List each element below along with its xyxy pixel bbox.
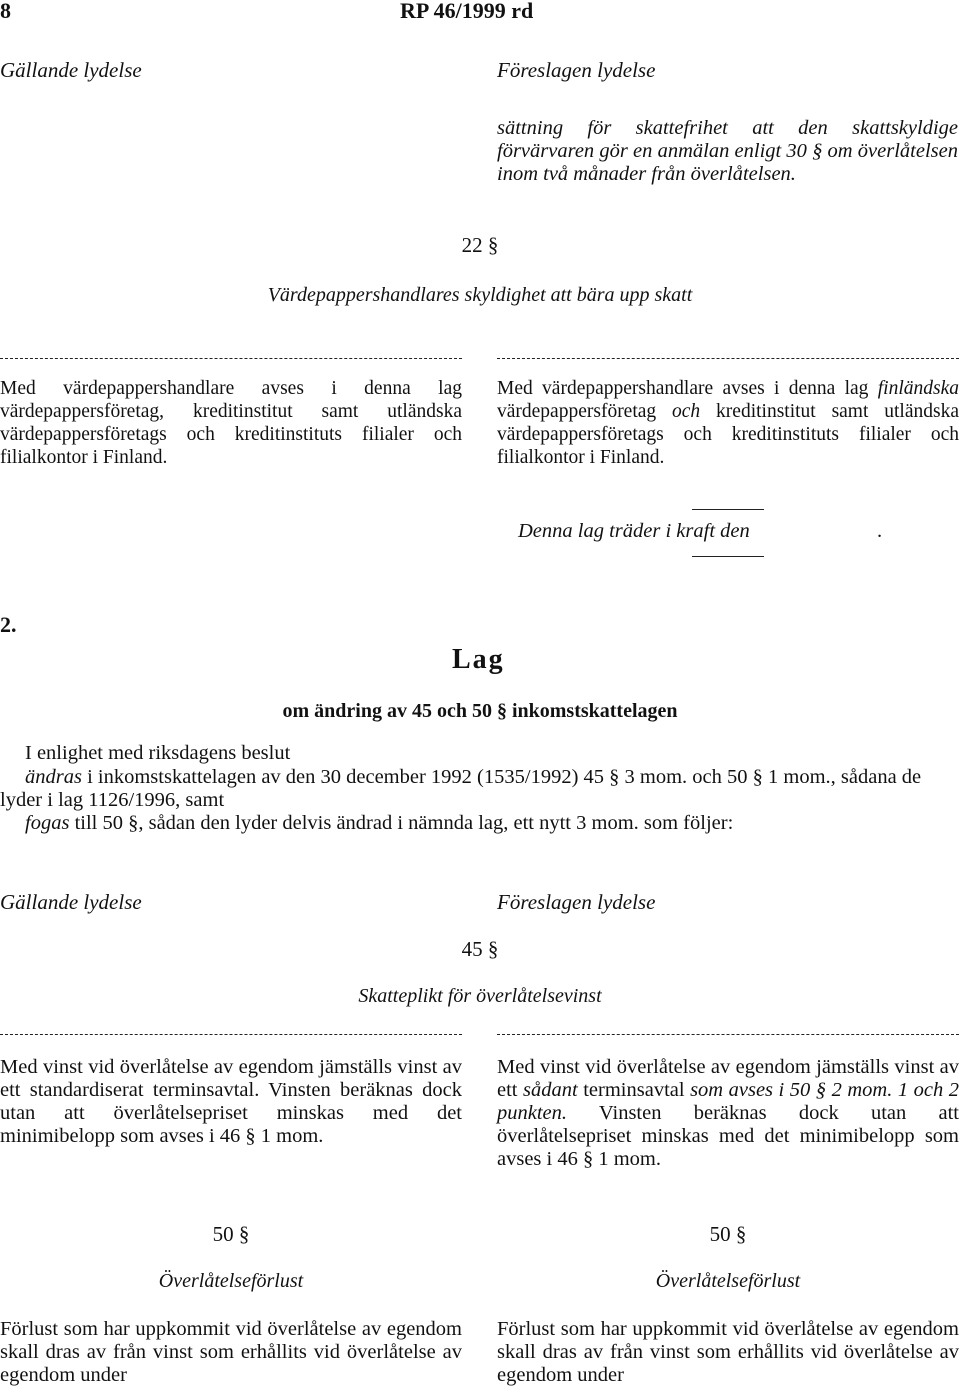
rule-below-effective bbox=[692, 556, 764, 557]
text-run: i inkomstskattelagen av den 30 december 1992 (1535/1992) 45 § 3 mom. och 50 § 1 mom., sådana de lyder i lag 1126/1996, samt bbox=[0, 766, 922, 811]
page-number: 8 bbox=[0, 0, 11, 23]
law-heading: Lag bbox=[452, 644, 505, 675]
text-run: terminsavtal bbox=[577, 1079, 691, 1101]
emphasis-run: som avses i 50 § 2 mom. 1 och 2 punkten. bbox=[497, 1079, 959, 1124]
document-title: RP 46/1999 rd bbox=[400, 0, 534, 23]
law-addition-text bbox=[0, 812, 958, 835]
section-number-45: 45 § bbox=[461, 937, 499, 961]
column-heading-current-2: Gällande lydelse bbox=[0, 890, 142, 914]
section-number-22: 22 § bbox=[461, 233, 499, 257]
law-intro: I enlighet med riksdagens beslut bbox=[25, 742, 291, 764]
section-title-22: Värdepappershandlares skyldighet att bära upp skatt bbox=[267, 284, 693, 306]
emphasis-run: sådant bbox=[523, 1079, 578, 1101]
text-run: Med vinst vid överlåtelse av egendom jämställs vinst av ett bbox=[497, 1056, 959, 1101]
section-45-proposed-text bbox=[497, 1056, 959, 1171]
section-title-50-right: Överlåtelseförlust bbox=[655, 1270, 801, 1292]
omission-line-right-2 bbox=[497, 1034, 959, 1035]
section-number-50-left: 50 § bbox=[212, 1222, 250, 1246]
emphasis-run: finländska bbox=[877, 378, 959, 399]
text-run: kreditinstitut samt utländska värdepappersföretags och kreditinstituts filialer och filialkontor i Finland. bbox=[497, 401, 959, 468]
section-title-45: Skatteplikt för överlåtelsevinst bbox=[358, 985, 602, 1007]
text-run: till 50 §, sådan den lyder delvis ändrad i nämnda lag, ett nytt 3 mom. som följer: bbox=[69, 812, 734, 834]
law-subheading: om ändring av 45 och 50 § inkomstskattelagen bbox=[282, 700, 678, 722]
emphasis-run: och bbox=[672, 401, 701, 422]
section-number-50-right: 50 § bbox=[709, 1222, 747, 1246]
column-heading-proposed-2: Föreslagen lydelse bbox=[497, 890, 656, 914]
effective-date-period: . bbox=[877, 520, 883, 542]
text-run: värdepappersföretag bbox=[497, 401, 673, 422]
section-22-proposed-text bbox=[497, 377, 959, 469]
omission-line-right bbox=[497, 358, 959, 359]
emphasis-run: fogas bbox=[25, 812, 70, 834]
section-50-current-text: Förlust som har uppkommit vid överlåtelse av egendom skall dras av från vinst som erhållits vid överlåtelse av egendom under bbox=[0, 1318, 462, 1386]
omission-line-left-2 bbox=[0, 1034, 462, 1035]
emphasis-run: ändras bbox=[25, 766, 82, 788]
law-amendment-text bbox=[0, 766, 958, 812]
column-heading-current: Gällande lydelse bbox=[0, 58, 142, 82]
law-number: 2. bbox=[0, 612, 17, 637]
section-title-50-left: Överlåtelseförlust bbox=[158, 1270, 304, 1292]
continuation-text: sättning för skattefrihet att den skattskyldige förvärvaren gör en anmälan enligt 30 § om överlåtelsen inom två månader från överlåtelsen. bbox=[497, 117, 958, 185]
text-run: Vinsten beräknas dock utan att överlåtelsepriset minskas med det minimibelopp som avses i 46 § 1 mom. bbox=[497, 1102, 959, 1170]
omission-line-left bbox=[0, 358, 462, 359]
section-45-current-text: Med vinst vid överlåtelse av egendom jämställs vinst av ett standardiserat terminsavtal. Vinsten beräknas dock utan att överlåtelsepriset minskas med det minimibelopp som avses i 46 § 1 mom. bbox=[0, 1056, 462, 1147]
section-50-proposed-text: Förlust som har uppkommit vid överlåtelse av egendom skall dras av från vinst som erhållits vid överlåtelse av egendom under bbox=[497, 1318, 959, 1386]
text-run: Med värdepappershandlare avses i denna lag bbox=[497, 378, 878, 399]
section-22-current-text: Med värdepappershandlare avses i denna lag värdepappersföretag, kreditinstitut samt utländska värdepappersföretags och kreditinstituts filialer och filialkontor i Finland. bbox=[0, 378, 462, 468]
column-heading-proposed: Föreslagen lydelse bbox=[497, 58, 656, 82]
effective-date-text: Denna lag träder i kraft den bbox=[518, 520, 750, 542]
rule-above-effective bbox=[692, 509, 764, 510]
